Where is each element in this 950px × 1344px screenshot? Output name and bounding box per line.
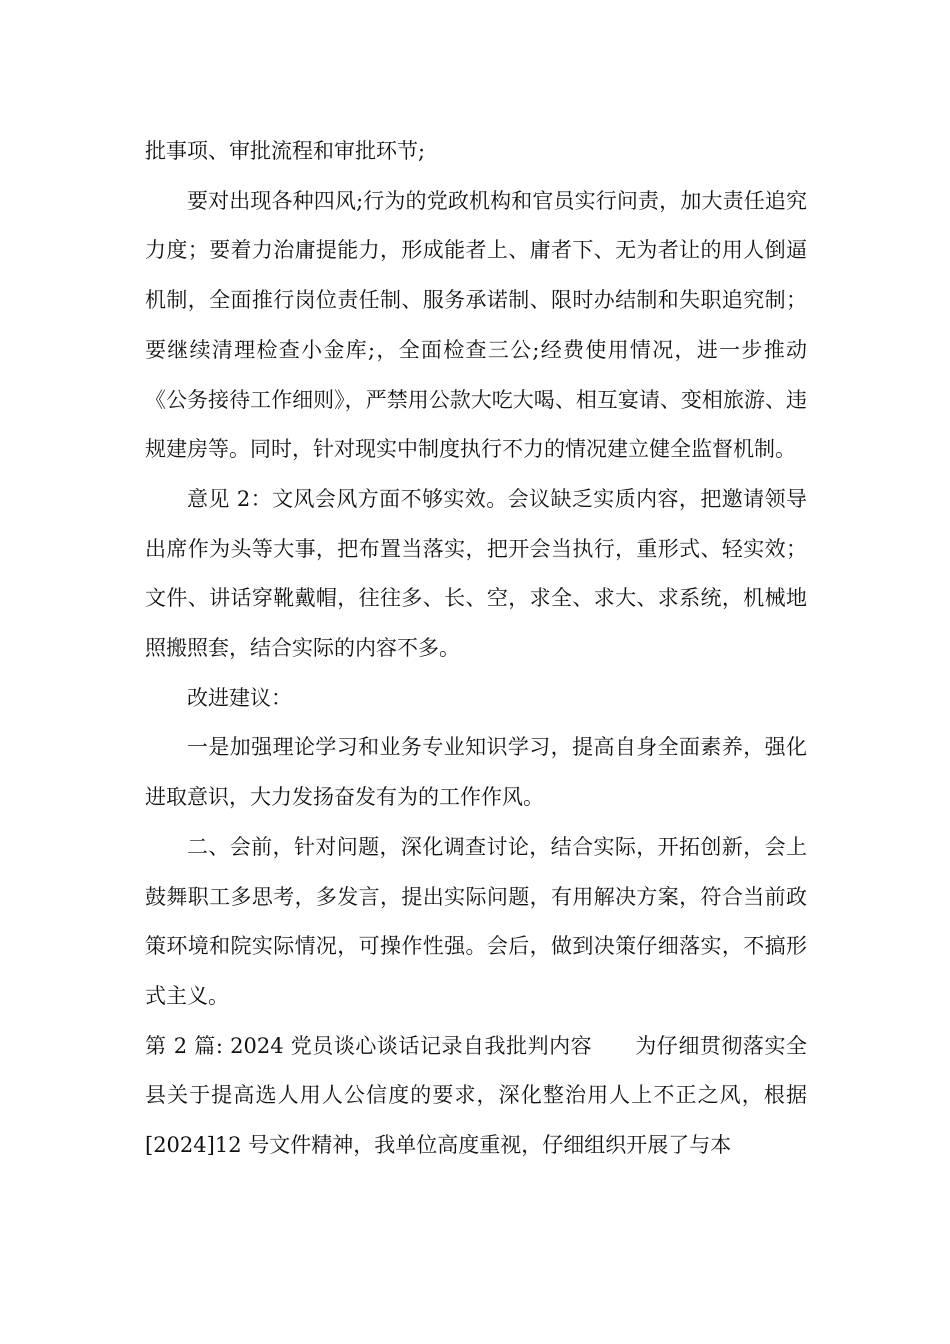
document-body [145, 127, 807, 1171]
paragraph-5: 一是加强理论学习和业务专业知识学习，提高自身全面素养，强化进取意识，大力发扬奋发有为的工作作风。 [145, 735, 807, 810]
paragraph-3: 意见 2：文风会风方面不够实效。会议缺乏实质内容，把邀请领导出席作为头等大事，把布置当落实，把开会当执行，重形式、轻实效；文件、讲话穿靴戴帽，往往多、长、空，求全、求大、求系统，机械地照搬照套，结合实际的内容不多。 [145, 486, 807, 661]
paragraph-7: 第 2 篇: 2024 党员谈心谈话记录自我批判内容 为仔细贯彻落实全县关于提高选人用人公信度的要求，深化整治用人上不正之风，根据[2024]12 号文件精神，我单位高度重视，仔细组织开展了与本 [145, 1033, 807, 1158]
paragraph-2: 要对出现各种四风;行为的党政机构和官员实行问责，加大责任追究力度；要着力治庸提能力，形成能者上、庸者下、无为者让的用人倒逼机制，全面推行岗位责任制、服务承诺制、限时办结制和失职追究制；要继续清理检查小金库;，全面检查三公;经费使用情况，进一步推动《公务接待工作细则》，严禁用公款大吃大喝、相互宴请、变相旅游、违规建房等。同时，针对现实中制度执行不力的情况建立健全监督机制。 [145, 188, 807, 462]
paragraph-1: 批事项、审批流程和审批环节; [145, 139, 426, 163]
paragraph-6: 二、会前，针对问题，深化调查讨论，结合实际，开拓创新，会上鼓舞职工多思考，多发言，提出实际问题，有用解决方案，符合当前政策环境和院实际情况，可操作性强。会后，做到决策仔细落实，不搞形式主义。 [145, 834, 807, 1008]
paragraph-4: 改进建议： [187, 685, 292, 710]
